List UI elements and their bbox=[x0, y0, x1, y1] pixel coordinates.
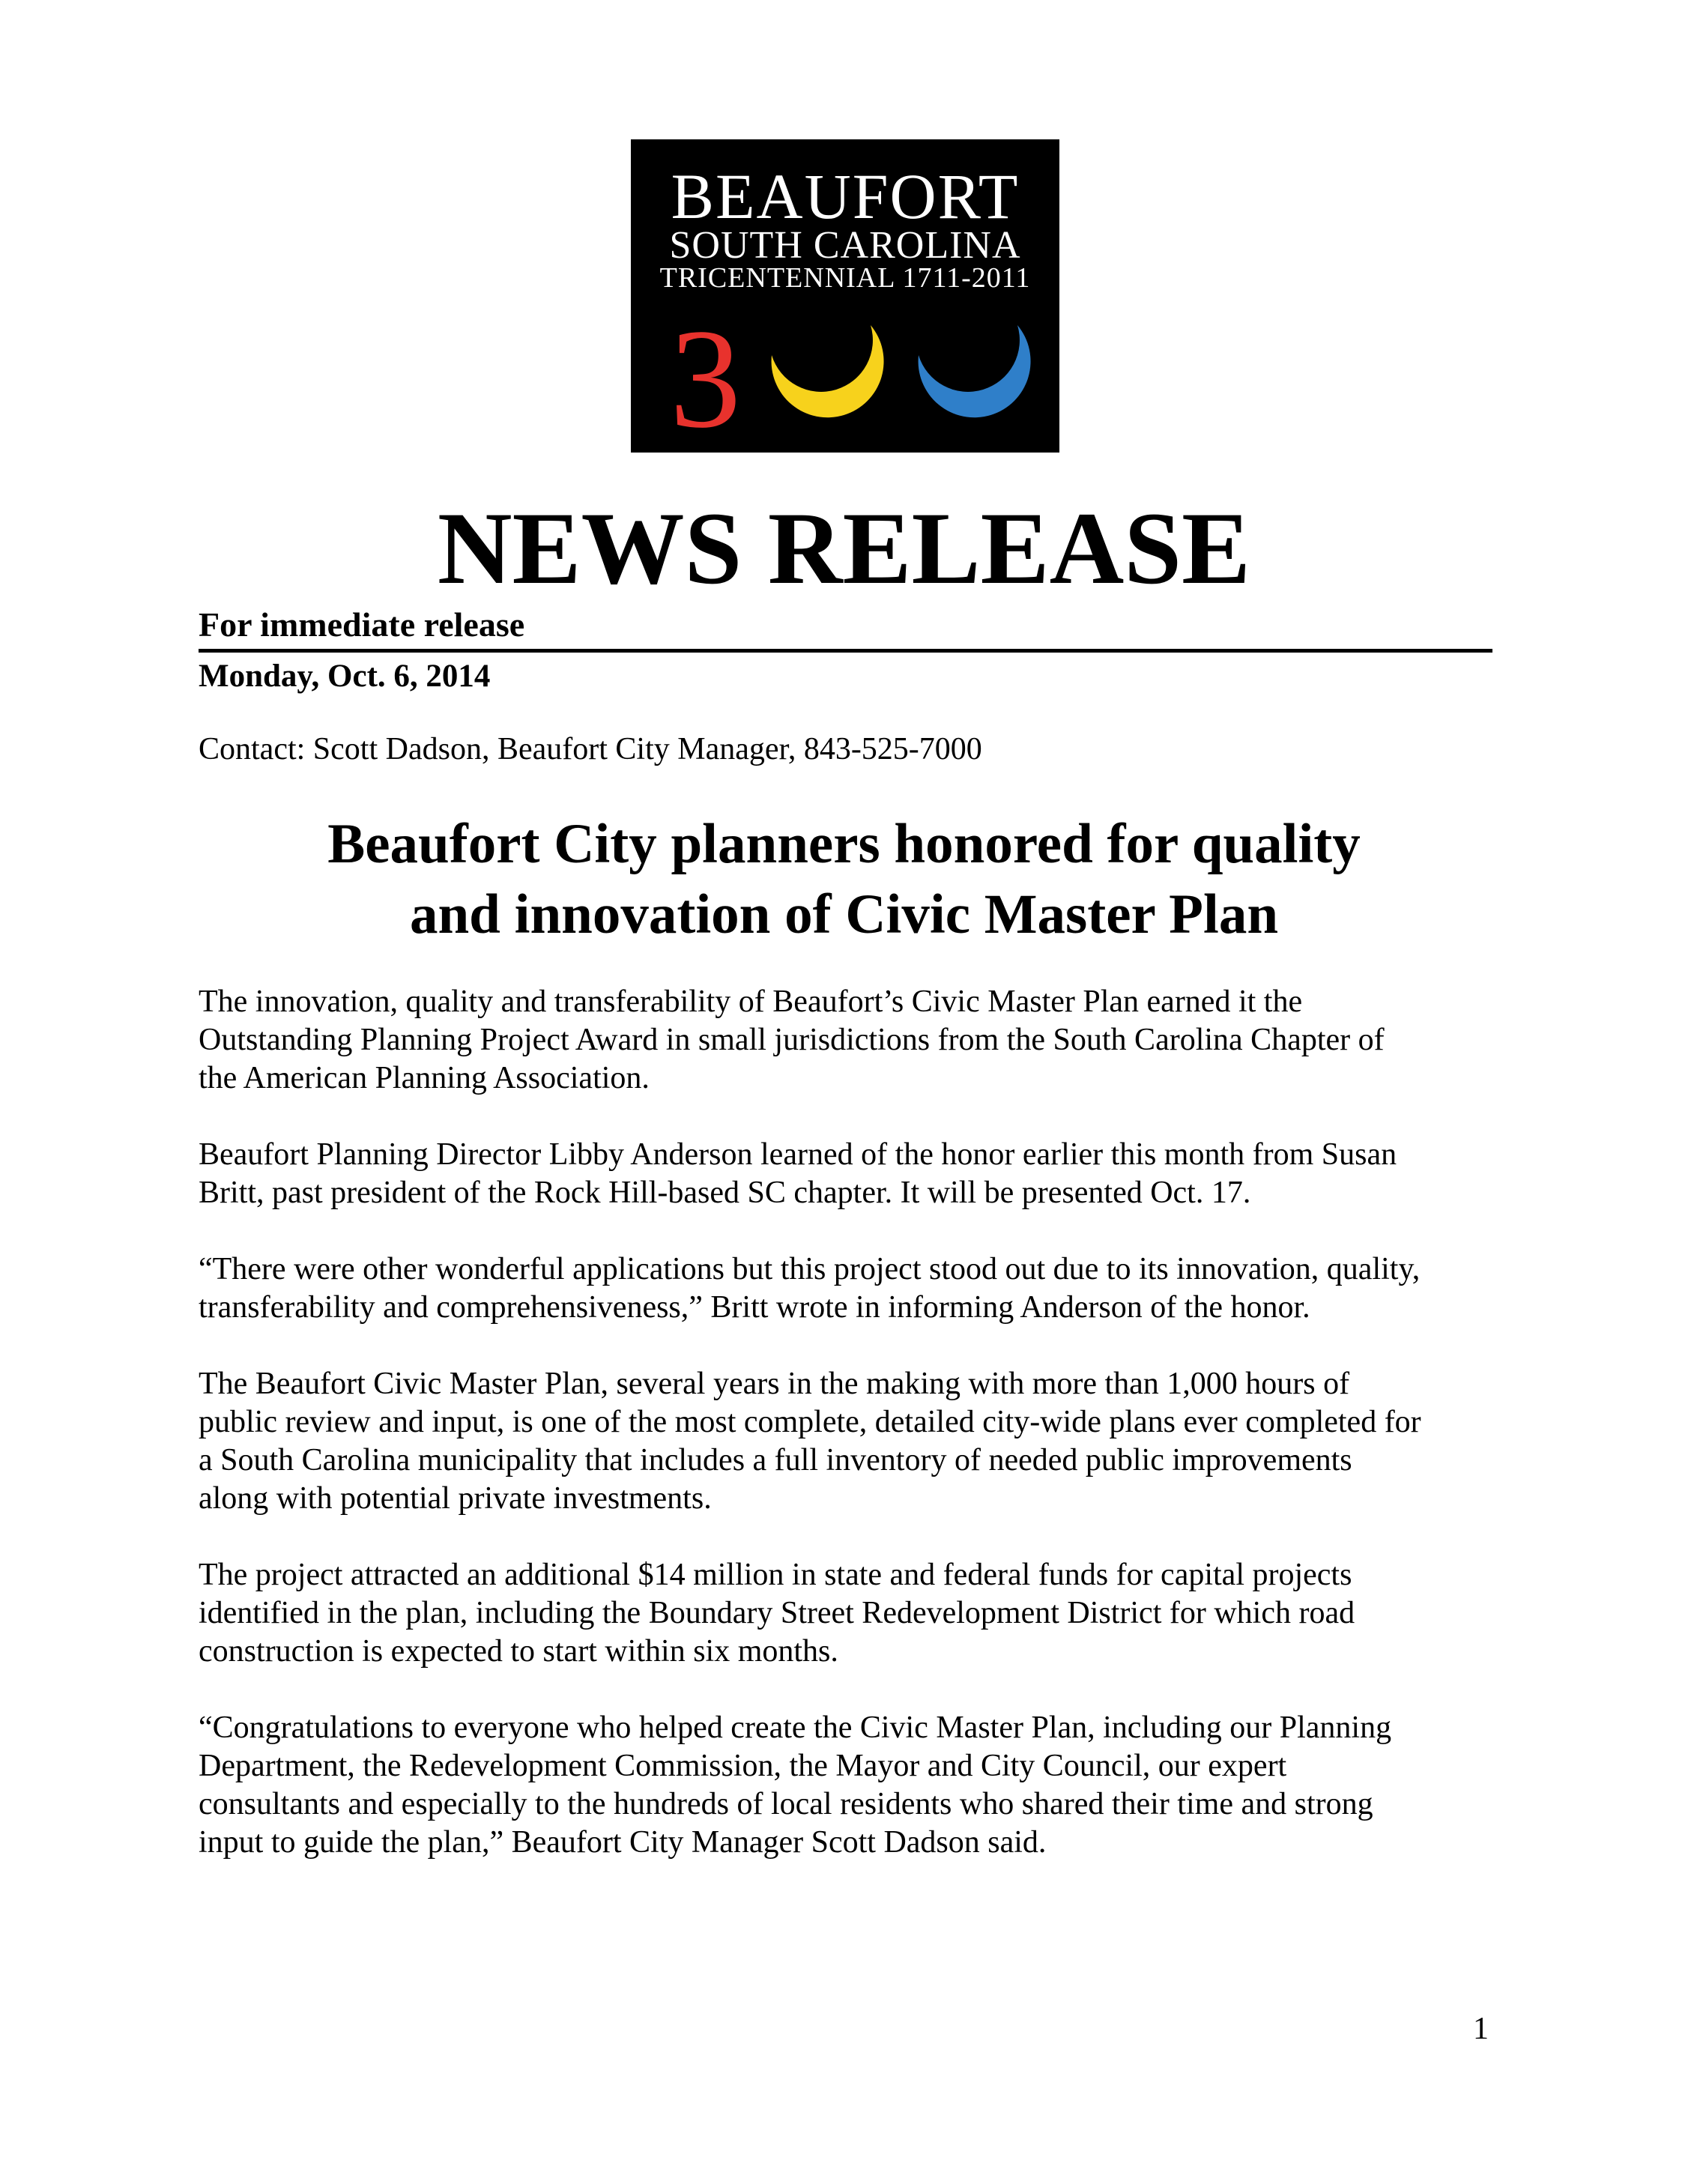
article-body bbox=[199, 983, 1502, 1900]
contact-line: Contact: Scott Dadson, Beaufort City Manager, 843-525-7000 bbox=[199, 732, 982, 766]
paragraph bbox=[199, 983, 1502, 1098]
paragraph bbox=[199, 1556, 1502, 1671]
release-label: For immediate release bbox=[199, 605, 525, 644]
text-line: transferability and comprehensiveness,” Britt wrote in informing Anderson of the honor. bbox=[199, 1290, 1310, 1325]
article-title bbox=[0, 809, 1688, 950]
text-line: input to guide the plan,” Beaufort City Manager Scott Dadson said. bbox=[199, 1825, 1047, 1860]
article-title-line: and innovation of Civic Master Plan bbox=[409, 883, 1279, 946]
text-line: The Beaufort Civic Master Plan, several years in the making with more than 1,000 hours of bbox=[199, 1367, 1350, 1401]
text-line: Beaufort Planning Director Libby Anderson learned of the honor earlier this month from Susan bbox=[199, 1137, 1397, 1172]
logo-300-mark bbox=[631, 295, 1059, 445]
text-line: construction is expected to start within six months. bbox=[199, 1634, 838, 1669]
news-release-headline: NEWS RELEASE bbox=[437, 491, 1251, 605]
text-line: The project attracted an additional $14 million in state and federal funds for capital projects bbox=[199, 1558, 1352, 1592]
page-number: 1 bbox=[1473, 2012, 1489, 2046]
release-date: Monday, Oct. 6, 2014 bbox=[199, 659, 491, 694]
text-line: public review and input, is one of the most complete, detailed city-wide plans ever completed for bbox=[199, 1405, 1421, 1439]
logo-city-name: BEAUFORT bbox=[671, 160, 1020, 232]
article-title-line: Beaufort City planners honored for quality bbox=[327, 813, 1361, 875]
text-line: a South Carolina municipality that includes a full inventory of needed public improvements bbox=[199, 1443, 1352, 1477]
text-line: the American Planning Association. bbox=[199, 1061, 650, 1095]
logo-state-name: SOUTH CAROLINA bbox=[669, 224, 1021, 267]
paragraph bbox=[199, 1365, 1502, 1518]
text-line: “Congratulations to everyone who helped create the Civic Master Plan, including our Planning bbox=[199, 1710, 1392, 1745]
text-line: identified in the plan, including the Boundary Street Redevelopment District for which road bbox=[199, 1596, 1355, 1630]
text-line: consultants and especially to the hundreds of local residents who shared their time and strong bbox=[199, 1787, 1373, 1821]
beaufort-tricentennial-logo bbox=[631, 139, 1059, 453]
paragraph bbox=[199, 1136, 1502, 1212]
text-line: The innovation, quality and transferability of Beaufort’s Civic Master Plan earned it the bbox=[199, 984, 1303, 1019]
moon-blue-icon bbox=[919, 325, 1031, 417]
logo-tricentennial: TRICENTENNIAL 1711-2011 bbox=[659, 262, 1031, 294]
text-line: Department, the Redevelopment Commission, the Mayor and City Council, our expert bbox=[199, 1749, 1287, 1783]
text-line: along with potential private investments. bbox=[199, 1481, 712, 1516]
text-line: Outstanding Planning Project Award in small jurisdictions from the South Carolina Chapter of bbox=[199, 1023, 1385, 1057]
moon-yellow-icon bbox=[772, 325, 884, 417]
paragraph bbox=[199, 1709, 1502, 1862]
header-divider bbox=[199, 649, 1492, 653]
paragraph bbox=[199, 1250, 1502, 1327]
text-line: “There were other wonderful applications but this project stood out due to its innovation, quality, bbox=[199, 1252, 1421, 1286]
text-line: Britt, past president of the Rock Hill-based SC chapter. It will be presented Oct. 17. bbox=[199, 1176, 1251, 1210]
logo-three-digit: 3 bbox=[670, 300, 741, 445]
